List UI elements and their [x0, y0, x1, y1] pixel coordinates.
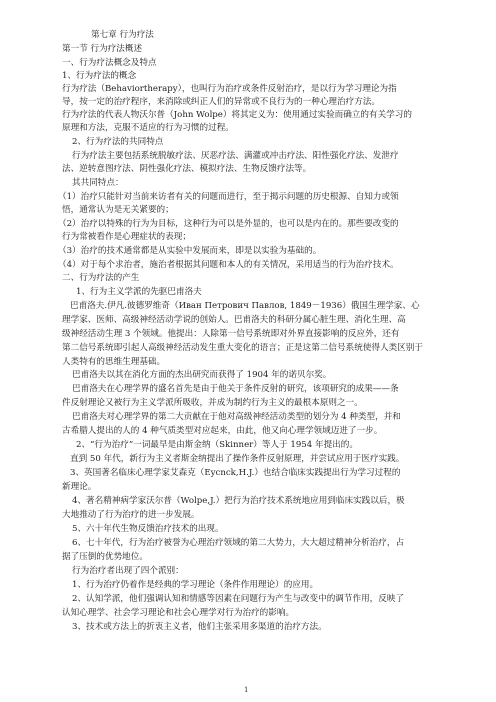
paragraph-line: 据了压倒的优势地位。: [62, 552, 148, 562]
heading-2: 二、行为疗法的产生: [62, 273, 140, 283]
paragraph-line: 3、技术或方法上的折衷主义者，他们主张采用多渠道的治疗方法。: [72, 622, 327, 632]
paragraph-line: 原理和方法，克服不适应的行为习惯的过程。: [62, 123, 234, 133]
list-item: （2）治疗以特殊的行为为目标，这种行为可以是外显的，也可以是内在的。那些要改变的: [58, 219, 399, 229]
paragraph-line: 行为疗法（Behaviortherapy），也叫行为治疗或条件反射治疗，是以行为学习理论为指: [62, 84, 397, 94]
paragraph-line: 行为治疗者出现了四个派别：: [72, 566, 184, 576]
paragraph-line: 行为疗法主要包括系统脱敏疗法、厌恶疗法、满灌或冲击疗法、阳性强化疗法、发泄疗: [72, 151, 399, 161]
list-item-cont: 悟，通常认为是无关紧要的；: [62, 205, 174, 215]
section-title: 第一节 行为疗法概述: [62, 44, 143, 54]
paragraph-line: 人类特有的思维生理基础。: [62, 357, 166, 367]
page-number: 1: [244, 686, 249, 694]
paragraph-line: 古希腊人提出的人的 4 种气质类型对应起来，由此，他又向心理学领域迈进了一步。: [62, 426, 383, 436]
subheading-1: 1、行为疗法的概念: [62, 71, 137, 81]
paragraph-line: 1、行为治疗仍着作是经典的学习理论（条件作用理论）的应用。: [72, 580, 319, 590]
paragraph-line: 理学家、医师、高级神经活动学说的创始人。巴甫洛夫的科研分属心脏生理、消化生理、高: [62, 315, 406, 325]
paragraph-line: 大地推动了行为治疗的进一步发展。: [62, 510, 200, 520]
paragraph-line: 巴甫洛夫以其在消化方面的杰出研究而获得了 1904 年的诺贝尔奖。: [72, 370, 332, 380]
heading-1: 一、行为疗法概念及特点: [62, 58, 157, 68]
paragraph-line: 件反射理论又被行为主义学派所吸收，并成为制约行为主义的最根本原则之一。: [62, 398, 363, 408]
list-item: （4）对于每个求治者，施治者根据其问题和本人的有关情况，采用适当的行为治疗技术。: [58, 260, 399, 270]
paragraph-line: 导，按一定的治疗程序，来消除或纠正人们的异常或不良行为的一种心理治疗方法。: [62, 97, 380, 107]
list-item: （1）治疗只能针对当前来访者有关的问题而进行，至于揭示问题的历史根源、自知力或领: [58, 192, 399, 202]
paragraph-line: 3、英国著名临床心理学家艾森克（Eycnck,H.J.）也结合临床实践提出行为学习过程的: [70, 468, 401, 478]
list-item-cont: 行为常被看作是心理症状的表现；: [62, 232, 191, 242]
paragraph-line: 新理论。: [62, 482, 97, 492]
paragraph-line: 第二信号系统即引起人高级神经活动发生重大变化的语言；正是这第二信号系统使得人类区别于: [62, 343, 423, 353]
paragraph-line: 5、六十年代生物反馈治疗技术的出现。: [72, 524, 224, 534]
paragraph-line: 6、七十年代，行为治疗被誉为心理治疗领域的第二大势力，大大超过精神分析治疗，占: [72, 538, 405, 548]
paragraph-line: 认知心理学、社会学习理论和社会心理学对行为治疗的影响。: [62, 608, 295, 618]
paragraph-line: 2、认知学派，他们强调认知和情感等因素在问题行为产生与改变中的调节作用，反映了: [72, 594, 405, 604]
subheading-3: 1、行为主义学派的先驱巴甫洛夫: [76, 287, 202, 297]
paragraph-line: 级神经活动生理 3 个领域。他提出：人除第一信号系统即对外界直接影响的反应外，还有: [62, 329, 400, 339]
subheading-2: 2、行为疗法的共同特点: [72, 137, 164, 147]
list-item: （3）治疗的技术通常都是从实验中发展而来，即是以实验为基础的。: [58, 246, 322, 256]
paragraph-line: 巴甫洛夫.伊凡.彼德罗维奇（Иван Петрович Павлов, 1849－1936）俄国生理学家、心: [70, 301, 420, 311]
paragraph-line: 直到 50 年代，新行为主义者斯金纳提出了操作条件反射原理，并尝试应用于医疗实践。: [70, 454, 405, 464]
paragraph-line: 行为疗法的代表人物沃尔普（John Wolpe）将其定义为：使用通过实验而确立的有关学习的: [62, 110, 412, 120]
paragraph-line: 法、逆转意图疗法、阴性强化疗法、模拟疗法、生物反馈疗法等。: [62, 164, 312, 174]
paragraph-line: 巴甫洛夫在心理学界的盛名首先是由于他关于条件反射的研究，该项研究的成果——条: [72, 384, 399, 394]
chapter-title: 第七章 行为疗法: [91, 30, 154, 40]
paragraph-line: 其共同特点：: [72, 178, 124, 188]
subheading-4: 2、“行为治疗”一词最早是由斯金纳（Skinner）等人于 1954 年提出的。: [76, 440, 358, 450]
paragraph-line: 4、著名精神病学家沃尔普（Wolpe,J.）把行为治疗技术系统地应用到临床实践以后，极: [72, 496, 405, 506]
paragraph-line: 巴甫洛夫对心理学界的第二大贡献在于他对高级神经活动类型的划分为 4 种类型，并和: [72, 412, 401, 422]
